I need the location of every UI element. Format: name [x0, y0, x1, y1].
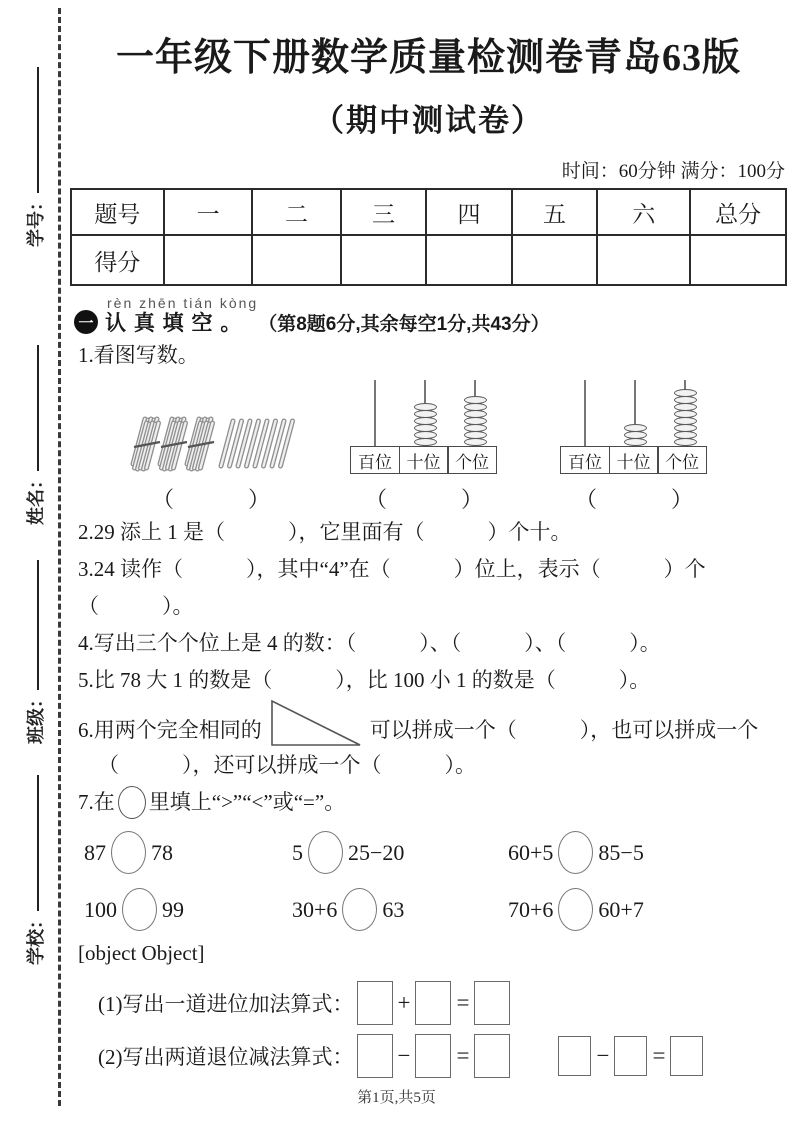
school-blank-line: [37, 775, 39, 911]
answer-blank: （ ）: [364, 487, 485, 512]
score-cell: [164, 235, 252, 285]
question-6-line1: [70, 699, 787, 747]
class-blank-line: [37, 560, 39, 690]
answer-box: [415, 981, 451, 1025]
question-3-text: 3.24 读作（ ），其中“4”在（ ）位上，表示（ ）个（ ）。: [78, 557, 706, 618]
question-4-text: 4.写出三个个位上是 4 的数：（ ）、（ ）、（ ）。: [78, 631, 661, 655]
page-subtitle: （期中测试卷）: [313, 103, 544, 138]
compare-item: [84, 888, 292, 931]
compare-left: 100: [84, 896, 117, 922]
minus-operator: −: [397, 1043, 411, 1068]
name-blank-line: [37, 345, 39, 471]
score-table-header-cell: 题号: [71, 189, 164, 235]
abacus-2: [560, 380, 710, 474]
compare-item: [508, 831, 787, 874]
abacus-bead: [624, 438, 647, 446]
section-1-title: 认 真 填 空 。: [105, 312, 243, 335]
seal-dashed-line: [58, 8, 61, 1106]
compare-answer-circle: [342, 888, 377, 931]
compare-right: 99: [162, 896, 184, 922]
minus-operator: −: [596, 1043, 610, 1068]
answer-box: [474, 1034, 510, 1078]
compare-right: 63: [382, 896, 405, 922]
abacus-bead: [674, 438, 697, 446]
place-label-hundreds: 百位: [560, 446, 610, 474]
compare-left: 30+6: [292, 896, 338, 922]
name-label: [22, 345, 44, 525]
question-7-prefix: 7.在: [78, 790, 115, 814]
score-cell: [597, 235, 690, 285]
score-table-header-cell: 三: [341, 189, 427, 235]
score-cell: [341, 235, 427, 285]
compare-right: 25−20: [348, 839, 405, 865]
section-number-icon: 一: [74, 310, 98, 334]
compare-right: 85−5: [598, 839, 644, 865]
place-label-tens: 十位: [609, 446, 659, 474]
compare-right: 60+7: [598, 896, 644, 922]
question-8-sub2-label: (2)写出两道退位减法算式：: [98, 1045, 354, 1069]
compare-right: 78: [151, 839, 173, 865]
answer-box: [357, 1034, 393, 1078]
score-table: [70, 188, 787, 286]
section-1-title-wrap: [105, 296, 258, 337]
question-6-part1: 6.用两个完全相同的: [78, 718, 262, 742]
abacus-rod-tens: [610, 380, 660, 446]
score-cell: [252, 235, 340, 285]
abacus-rod-hundreds: [560, 380, 610, 446]
student-number-blank-line: [37, 67, 39, 193]
section-1-pinyin: rèn zhēn tián kòng: [107, 295, 259, 311]
score-cell: [512, 235, 598, 285]
student-number-label: [22, 67, 44, 247]
score-table-header-cell: 四: [426, 189, 512, 235]
counting-sticks-icon: [128, 412, 296, 474]
answer-box: [614, 1036, 647, 1076]
compare-answer-circle: [111, 831, 146, 874]
compare-answer-circle: [558, 888, 593, 931]
abacus-rod-hundreds: [350, 380, 400, 446]
section-1-note: （第8题6分,其余每空1分,共43分）: [258, 314, 550, 335]
score-cell: [426, 235, 512, 285]
place-label-ones: 个位: [657, 446, 707, 474]
sticks-figure-group: [128, 412, 296, 514]
abacus-rod-ones: [450, 380, 500, 446]
compare-item: [84, 831, 292, 874]
compare-answer-circle: [308, 831, 343, 874]
place-label-ones: 个位: [447, 446, 497, 474]
equals-operator: =: [456, 1043, 470, 1068]
compare-left: 5: [292, 839, 303, 865]
question-1-figures: [70, 380, 787, 514]
paper-content: [70, 0, 787, 1078]
abacus-rod-tens: [400, 380, 450, 446]
score-table-header-cell: 一: [164, 189, 252, 235]
compare-circle-icon: [118, 786, 146, 819]
question-8-sub1: [70, 981, 787, 1025]
score-row-label: 得分: [71, 235, 164, 285]
score-table-header-cell: 六: [597, 189, 690, 235]
question-8-sub1-label: (1)写出一道进位加法算式：: [98, 992, 354, 1016]
section-1-header: [70, 296, 787, 337]
student-number-text: 学号：: [26, 193, 46, 247]
score-table-header-cell: 总分: [690, 189, 786, 235]
page-title: 一年级下册数学质量检测卷青岛63版: [115, 37, 741, 79]
abacus-figure-group: [560, 380, 710, 514]
time-score-info: 时间：60分钟 满分：100分: [561, 161, 785, 182]
question-1-text: 1.看图写数。: [78, 343, 199, 367]
answer-box: [474, 981, 510, 1025]
question-7-grid: [70, 831, 787, 931]
answer-blank: （ ）: [574, 487, 695, 512]
compare-left: 87: [84, 839, 106, 865]
question-6-part2: 可以拼成一个（ ），也可以拼成一个: [369, 718, 759, 742]
page-number: 第1页,共5页: [357, 1090, 436, 1106]
abacus-bead: [464, 438, 487, 446]
abacus-1: [350, 380, 500, 474]
equals-operator: =: [456, 990, 470, 1015]
compare-left: 70+6: [508, 896, 554, 922]
score-table-header-cell: 二: [252, 189, 340, 235]
score-table-header-cell: 五: [512, 189, 598, 235]
class-label: [22, 560, 44, 744]
compare-item: [508, 888, 787, 931]
question-8-sub2: [70, 1034, 787, 1078]
question-7-title: [70, 784, 787, 821]
name-text: 姓名：: [26, 471, 46, 525]
place-label-hundreds: 百位: [350, 446, 400, 474]
answer-box: [415, 1034, 451, 1078]
school-label: [22, 775, 44, 965]
score-cell: [690, 235, 786, 285]
compare-answer-circle: [558, 831, 593, 874]
compare-answer-circle: [122, 888, 157, 931]
answer-box: [558, 1036, 591, 1076]
abacus-rod-ones: [660, 380, 710, 446]
answer-box: [670, 1036, 703, 1076]
answer-blank: （ ）: [151, 487, 272, 512]
class-text: 班级：: [26, 690, 46, 744]
compare-item: [292, 831, 508, 874]
answer-box: [357, 981, 393, 1025]
compare-left: 60+5: [508, 839, 554, 865]
place-label-tens: 十位: [399, 446, 449, 474]
equals-operator: =: [652, 1043, 666, 1068]
abacus-bead: [414, 438, 437, 446]
question-5-text: 5.比 78 大 1 的数是（ ），比 100 小 1 的数是（ ）。: [78, 668, 651, 692]
right-triangle-icon: [270, 699, 362, 747]
compare-item: [292, 888, 508, 931]
question-2-text: 2.29 添上 1 是（ ），它里面有（ ）个十。: [78, 520, 572, 544]
question-6-line2: （ ），还可以拼成一个（ ）。: [98, 753, 476, 777]
question-7-suffix: 里填上“>”“<”或“=”。: [148, 790, 346, 814]
plus-operator: +: [397, 990, 411, 1015]
abacus-figure-group: [350, 380, 500, 514]
school-text: 学校：: [26, 911, 46, 965]
question-8-text: [object Object]: [78, 941, 205, 965]
